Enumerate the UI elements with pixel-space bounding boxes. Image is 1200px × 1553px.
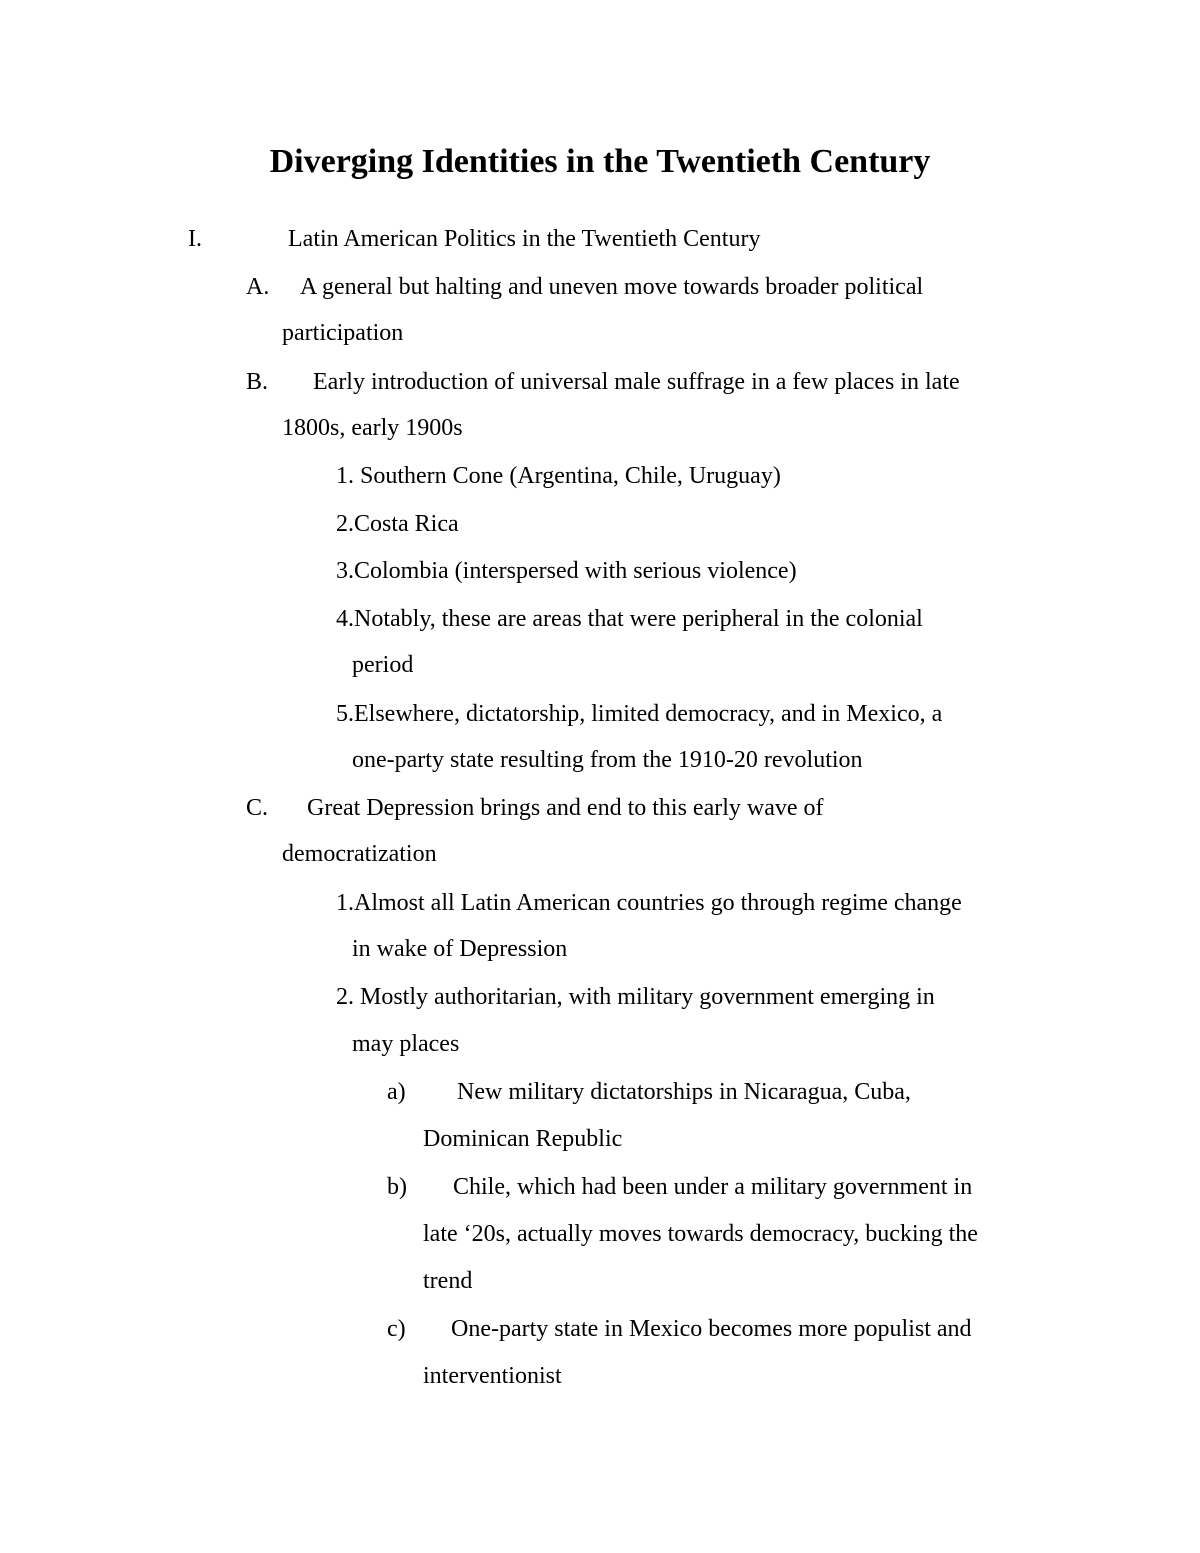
outline-marker-C: C. (246, 795, 269, 821)
outline-item-b-line1: Chile, which had been under a military government in (453, 1174, 973, 1200)
outline-item-B3: 3.Colombia (interspersed with serious violence) (336, 558, 797, 584)
outline-item-C1-line1: 1.Almost all Latin American countries go through regime change (336, 890, 962, 916)
outline-marker-a: a) (387, 1079, 406, 1105)
document-title: Diverging Identities in the Twentieth Century (269, 143, 931, 180)
outline-item-A-line1: A general but halting and uneven move towards broader political (300, 274, 924, 300)
outline-marker-A: A. (246, 274, 270, 300)
outline-item-B2: 2.Costa Rica (336, 511, 459, 537)
outline-marker-I: I. (188, 226, 202, 252)
outline-item-C2-line2: may places (352, 1031, 460, 1057)
outline-item-C-line1: Great Depression brings and end to this early wave of (307, 795, 824, 821)
outline-marker-b: b) (387, 1174, 407, 1200)
outline-item-C-line2: democratization (282, 841, 437, 867)
outline-item-B5-line1: 5.Elsewhere, dictatorship, limited democracy, and in Mexico, a (336, 701, 943, 727)
outline-item-C1-line2: in wake of Depression (352, 936, 568, 962)
outline-item-B-line1: Early introduction of universal male suffrage in a few places in late (313, 369, 960, 395)
outline-item-B-line2: 1800s, early 1900s (282, 415, 463, 441)
outline-item-b-line2: late ‘20s, actually moves towards democracy, bucking the (423, 1221, 978, 1247)
outline-item-B5-line2: one-party state resulting from the 1910-20 revolution (352, 747, 863, 773)
outline-item-C2-line1: 2. Mostly authoritarian, with military government emerging in (336, 984, 935, 1010)
outline-item-a-line1: New military dictatorships in Nicaragua, Cuba, (457, 1079, 911, 1105)
outline-item-B4-line1: 4.Notably, these are areas that were peripheral in the colonial (336, 606, 923, 632)
outline-marker-B: B. (246, 369, 269, 395)
outline-item-b-line3: trend (423, 1268, 473, 1294)
outline-item-B1: 1. Southern Cone (Argentina, Chile, Uruguay) (336, 463, 781, 489)
outline-item-c-line2: interventionist (423, 1363, 562, 1389)
outline-item-a-line2: Dominican Republic (423, 1126, 623, 1152)
outline-item-A-line2: participation (282, 320, 404, 346)
outline-item-B4-line2: period (352, 652, 414, 678)
outline-heading-I: Latin American Politics in the Twentieth Century (288, 226, 761, 252)
outline-marker-c: c) (387, 1316, 406, 1342)
outline-item-c-line1: One-party state in Mexico becomes more populist and (451, 1316, 972, 1342)
